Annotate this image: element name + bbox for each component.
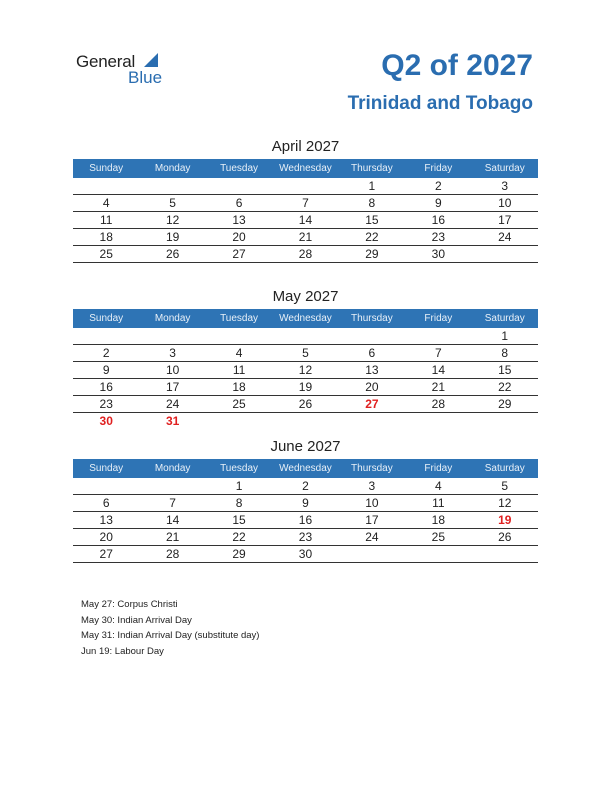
day-cell: 7	[169, 496, 176, 510]
day-cell: 21	[165, 530, 180, 544]
calendar-may	[73, 286, 538, 429]
day-cell: 10	[365, 496, 379, 510]
logo	[76, 52, 176, 88]
day-cell: 6	[368, 346, 376, 360]
day-cell: 11	[432, 496, 445, 510]
day-cell: 12	[298, 363, 313, 377]
day-cell: 9	[102, 363, 110, 377]
day-cell	[272, 178, 338, 194]
weekday-label: Wednesday	[279, 463, 332, 474]
holiday-note: May 27: Corpus Christi	[81, 599, 178, 610]
day-cell	[472, 413, 538, 429]
day-cell: 22	[365, 230, 379, 244]
weekday-label: Sunday	[89, 163, 124, 174]
day-cell: 15	[365, 213, 379, 227]
day-cell: 2	[434, 179, 442, 193]
day-cell: 20	[232, 230, 246, 244]
day-cell: 25	[99, 247, 113, 261]
day-cell: 14	[431, 363, 445, 377]
week-row	[73, 379, 538, 396]
day-cell: 28	[165, 547, 180, 561]
weekday-label: Saturday	[484, 163, 525, 174]
page-title: Q2 of 2027	[381, 49, 533, 82]
day-cell	[405, 546, 471, 562]
day-cell: 19	[498, 513, 512, 527]
day-cell	[139, 478, 205, 494]
day-cell: 6	[235, 196, 243, 210]
day-cell: 4	[434, 479, 442, 493]
day-cell: 16	[431, 213, 445, 227]
day-cell: 25	[232, 397, 246, 411]
day-cell: 1	[368, 179, 376, 193]
week-row	[73, 328, 538, 345]
day-cell	[73, 178, 139, 194]
day-cell: 21	[431, 380, 445, 394]
day-cell: 27	[365, 397, 379, 411]
day-cell: 15	[232, 513, 246, 527]
weekday-label: Wednesday	[279, 313, 332, 324]
weekday-label: Friday	[424, 163, 453, 174]
day-cell: 24	[498, 230, 512, 244]
week-row	[73, 478, 538, 495]
day-cell	[339, 328, 405, 344]
weekday-label: Thursday	[351, 163, 393, 174]
logo-triangle-icon	[144, 53, 158, 67]
weekday-label: Wednesday	[279, 163, 332, 174]
day-cell	[405, 413, 471, 429]
day-cell: 12	[498, 496, 512, 510]
day-cell: 30	[298, 547, 313, 561]
day-cell: 8	[235, 496, 243, 510]
weekday-header	[73, 309, 538, 328]
day-cell: 30	[99, 414, 113, 428]
day-cell: 30	[431, 247, 445, 261]
day-cell	[272, 413, 338, 429]
day-cell: 13	[365, 363, 379, 377]
day-cell: 29	[498, 397, 512, 411]
day-cell: 5	[501, 479, 509, 493]
day-cell: 24	[165, 397, 180, 411]
week-row	[73, 529, 538, 546]
day-cell: 17	[165, 380, 180, 394]
month-title: June 2027	[270, 438, 341, 455]
day-cell: 29	[232, 547, 246, 561]
day-cell: 6	[102, 496, 110, 510]
week-row	[73, 345, 538, 362]
day-cell: 23	[431, 230, 445, 244]
week-row	[73, 195, 538, 212]
day-cell	[405, 328, 471, 344]
week-row	[73, 229, 538, 246]
day-cell: 26	[165, 247, 180, 261]
day-cell: 19	[165, 230, 180, 244]
weekday-label: Thursday	[351, 313, 393, 324]
calendar-april	[73, 136, 538, 263]
day-cell: 13	[99, 513, 113, 527]
day-cell: 26	[498, 530, 512, 544]
day-cell: 4	[235, 346, 243, 360]
day-cell: 3	[501, 179, 509, 193]
week-row	[73, 246, 538, 263]
weekday-label: Monday	[154, 163, 191, 174]
day-cell: 19	[298, 380, 313, 394]
week-row	[73, 212, 538, 229]
day-cell: 20	[99, 530, 113, 544]
weekday-label: Sunday	[89, 313, 124, 324]
day-cell	[73, 328, 139, 344]
day-cell: 18	[431, 513, 445, 527]
day-cell: 1	[501, 329, 509, 343]
day-cell: 22	[232, 530, 246, 544]
day-cell	[339, 546, 405, 562]
day-cell: 21	[298, 230, 313, 244]
day-cell: 10	[498, 196, 512, 210]
month-title: April 2027	[271, 138, 340, 155]
logo-general-text: General	[76, 52, 136, 71]
weekday-label: Monday	[154, 313, 191, 324]
day-cell: 10	[165, 363, 180, 377]
day-cell	[472, 246, 538, 262]
day-cell: 12	[165, 213, 180, 227]
day-cell: 11	[232, 363, 246, 377]
day-cell: 7	[434, 346, 442, 360]
day-cell: 9	[302, 496, 309, 510]
day-cell: 1	[235, 479, 243, 493]
day-cell: 3	[169, 346, 176, 360]
day-cell: 26	[298, 397, 313, 411]
month-title: May 2027	[272, 288, 339, 305]
weekday-label: Tuesday	[220, 313, 259, 324]
page-subtitle: Trinidad and Tobago	[347, 93, 533, 114]
weekday-label: Sunday	[89, 463, 124, 474]
weekday-header	[73, 459, 538, 478]
day-cell: 5	[302, 346, 309, 360]
day-cell: 20	[365, 380, 379, 394]
day-cell: 2	[102, 346, 110, 360]
day-cell	[139, 328, 205, 344]
day-cell: 27	[99, 547, 113, 561]
day-cell: 16	[99, 380, 113, 394]
day-cell: 7	[302, 196, 309, 210]
day-cell: 14	[165, 513, 180, 527]
day-cell	[139, 178, 205, 194]
week-row	[73, 396, 538, 413]
day-cell	[339, 413, 405, 429]
day-cell: 23	[298, 530, 313, 544]
weekday-label: Saturday	[484, 313, 525, 324]
day-cell	[73, 478, 139, 494]
week-row	[73, 178, 538, 195]
holiday-note: Jun 19: Labour Day	[81, 645, 164, 657]
day-cell: 14	[298, 213, 313, 227]
week-row	[73, 512, 538, 529]
week-row	[73, 495, 538, 512]
day-cell	[206, 328, 272, 344]
day-cell	[472, 546, 538, 562]
weekday-label: Tuesday	[220, 463, 259, 474]
logo-blue-text: Blue	[128, 68, 163, 87]
week-row	[73, 546, 538, 563]
holiday-notes	[81, 597, 259, 659]
day-cell: 16	[298, 513, 313, 527]
day-cell	[206, 178, 272, 194]
day-cell: 17	[365, 513, 379, 527]
holiday-note: May 30: Indian Arrival Day	[81, 614, 192, 626]
weekday-label: Thursday	[351, 463, 393, 474]
day-cell: 31	[165, 414, 180, 428]
weekday-label: Saturday	[484, 463, 525, 474]
day-cell: 4	[102, 196, 110, 210]
day-cell: 2	[302, 479, 309, 493]
day-cell: 28	[431, 397, 445, 411]
day-cell: 18	[232, 380, 246, 394]
weekday-header	[73, 159, 538, 178]
day-cell: 8	[368, 196, 376, 210]
day-cell: 13	[232, 213, 246, 227]
day-cell: 22	[498, 380, 512, 394]
day-cell: 29	[365, 247, 379, 261]
day-cell: 5	[169, 196, 176, 210]
day-cell: 17	[498, 213, 512, 227]
day-cell: 24	[365, 530, 379, 544]
holiday-note: May 31: Indian Arrival Day (substitute day)	[81, 630, 260, 641]
day-cell: 15	[498, 363, 512, 377]
weekday-label: Tuesday	[220, 163, 259, 174]
week-row	[73, 362, 538, 379]
day-cell	[272, 328, 338, 344]
weekday-label: Friday	[424, 463, 453, 474]
week-row	[73, 413, 538, 429]
day-cell: 8	[501, 346, 509, 360]
day-cell	[206, 413, 272, 429]
day-cell: 9	[434, 196, 442, 210]
day-cell: 25	[431, 530, 445, 544]
calendar-june	[73, 436, 538, 563]
day-cell: 18	[99, 230, 113, 244]
day-cell: 11	[99, 213, 113, 227]
weekday-label: Monday	[154, 463, 191, 474]
day-cell: 27	[232, 247, 246, 261]
day-cell: 23	[99, 397, 113, 411]
day-cell: 3	[368, 479, 376, 493]
day-cell: 28	[298, 247, 313, 261]
weekday-label: Friday	[424, 313, 453, 324]
